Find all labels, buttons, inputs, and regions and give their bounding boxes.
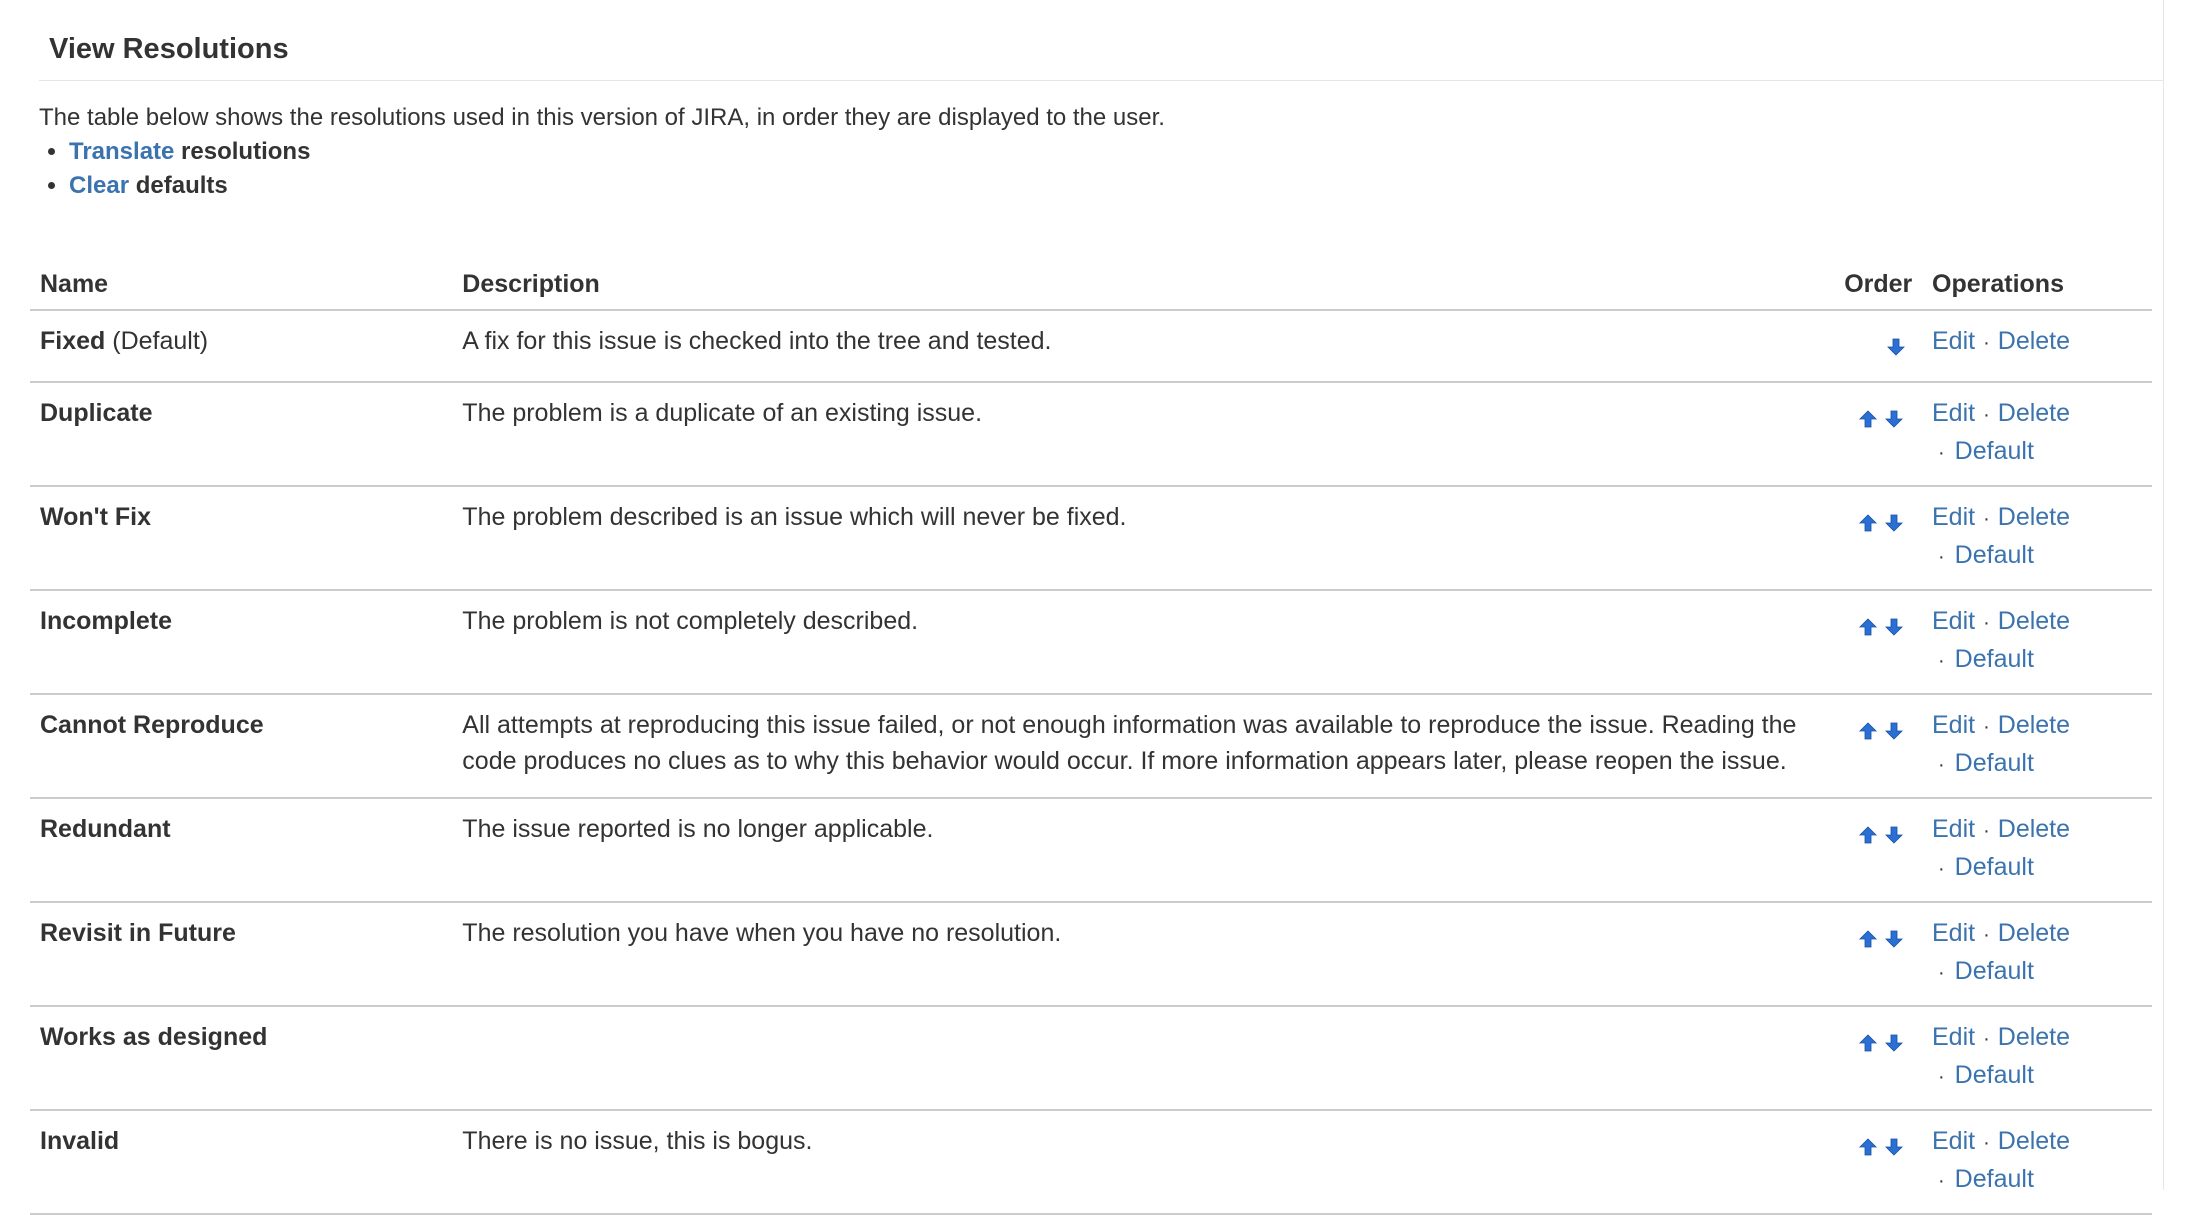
order-cell — [1834, 486, 1922, 590]
order-cell — [1834, 798, 1922, 902]
clear-defaults-item — [69, 169, 2152, 203]
resolution-name-cell — [30, 590, 452, 694]
arrow-down-icon[interactable] — [1884, 819, 1904, 839]
delete-link[interactable]: Delete — [1997, 503, 2071, 531]
arrow-up-icon[interactable] — [1858, 403, 1878, 423]
table-header-row — [30, 249, 2152, 310]
table-row — [30, 1006, 2152, 1110]
delete-link[interactable]: Delete — [1997, 399, 2071, 427]
make-default-link[interactable]: Default — [1954, 541, 2034, 569]
arrow-down-icon[interactable] — [1884, 1131, 1904, 1151]
resolutions-table — [30, 249, 2152, 1215]
make-default-link[interactable]: Default — [1954, 1165, 2034, 1193]
intro-text: The table below shows the resolutions used in this version of JIRA, in order they are displayed to the user. — [39, 104, 1165, 131]
edit-link[interactable]: Edit — [1932, 327, 1976, 355]
resolution-name-cell — [30, 1110, 452, 1214]
resolution-description: There is no issue, this is bogus. — [452, 1110, 1834, 1214]
edit-link[interactable]: Edit — [1932, 711, 1976, 739]
page-title: View Resolutions — [39, 28, 2164, 81]
order-arrows — [1844, 811, 1904, 839]
delete-link[interactable]: Delete — [1997, 327, 2071, 355]
delete-link[interactable]: Delete — [1997, 607, 2071, 635]
resolution-name: Duplicate — [40, 399, 153, 427]
table-row — [30, 902, 2152, 1006]
table-row — [30, 1110, 2152, 1214]
make-default-link[interactable]: Default — [1954, 645, 2034, 673]
arrow-up-icon[interactable] — [1858, 1027, 1878, 1047]
arrow-down-icon[interactable] — [1884, 507, 1904, 527]
resolution-description: A fix for this issue is checked into the tree and tested. — [452, 310, 1834, 382]
resolution-description — [452, 1006, 1834, 1110]
arrow-down-icon[interactable] — [1884, 611, 1904, 631]
header-operations: Operations — [1922, 249, 2152, 310]
arrow-up-icon[interactable] — [1858, 507, 1878, 527]
resolution-name-cell — [30, 798, 452, 902]
separator: · — [1938, 858, 1945, 880]
resolution-name-cell — [30, 382, 452, 486]
operations-cell — [1922, 1006, 2152, 1110]
make-default-link[interactable]: Default — [1954, 853, 2034, 881]
operations-cell — [1922, 486, 2152, 590]
operations-cell — [1922, 1110, 2152, 1214]
resolution-name-cell — [30, 694, 452, 798]
operations-cell — [1922, 798, 2152, 902]
order-arrows — [1844, 1019, 1904, 1047]
separator: · — [1938, 962, 1945, 984]
order-cell — [1834, 382, 1922, 486]
resolution-description: The problem is not completely described. — [452, 590, 1834, 694]
arrow-up-icon[interactable] — [1858, 819, 1878, 839]
arrow-down-icon[interactable] — [1886, 331, 1906, 351]
table-row — [30, 798, 2152, 902]
arrow-up-icon[interactable] — [1858, 1131, 1878, 1151]
separator: · — [1938, 1170, 1945, 1192]
order-arrows — [1844, 707, 1904, 735]
delete-link[interactable]: Delete — [1997, 1127, 2071, 1155]
delete-link[interactable]: Delete — [1997, 1023, 2071, 1051]
table-row — [30, 310, 2152, 382]
order-cell — [1834, 1110, 1922, 1214]
order-cell — [1834, 694, 1922, 798]
header-name: Name — [30, 249, 452, 310]
order-arrows — [1844, 915, 1904, 943]
resolution-name-cell — [30, 902, 452, 1006]
translate-link-suffix: resolutions — [174, 138, 311, 165]
separator: · — [1983, 924, 1990, 946]
operations-cell — [1922, 382, 2152, 486]
make-default-link[interactable]: Default — [1954, 1061, 2034, 1089]
resolution-name-cell — [30, 1006, 452, 1110]
arrow-up-icon[interactable] — [1858, 611, 1878, 631]
resolution-description: The issue reported is no longer applicable. — [452, 798, 1834, 902]
edit-link[interactable]: Edit — [1932, 1127, 1976, 1155]
separator: · — [1983, 1028, 1990, 1050]
arrow-down-icon[interactable] — [1884, 403, 1904, 423]
order-arrows — [1844, 323, 1906, 351]
order-cell — [1834, 1006, 1922, 1110]
header-order: Order — [1834, 249, 1922, 310]
delete-link[interactable]: Delete — [1997, 815, 2071, 843]
make-default-link[interactable]: Default — [1954, 749, 2034, 777]
separator: · — [1983, 716, 1990, 738]
resolution-name: Invalid — [40, 1127, 120, 1155]
order-arrows — [1844, 499, 1904, 527]
intro-section — [39, 101, 2152, 203]
page-content — [30, 28, 2152, 1215]
resolution-name-cell — [30, 310, 452, 382]
arrow-up-icon[interactable] — [1858, 715, 1878, 735]
separator: · — [1938, 1066, 1945, 1088]
table-row — [30, 382, 2152, 486]
resolution-description: The problem described is an issue which will never be fixed. — [452, 486, 1834, 590]
resolution-description: The problem is a duplicate of an existing issue. — [452, 382, 1834, 486]
arrow-down-icon[interactable] — [1884, 1027, 1904, 1047]
delete-link[interactable]: Delete — [1997, 919, 2071, 947]
resolution-name-cell — [30, 486, 452, 590]
separator: · — [1983, 820, 1990, 842]
translate-resolutions-item — [69, 135, 2152, 169]
resolution-description: The resolution you have when you have no resolution. — [452, 902, 1834, 1006]
operations-cell — [1922, 902, 2152, 1006]
translate-link[interactable]: Translate — [69, 138, 175, 165]
table-body — [30, 310, 2152, 1214]
order-cell — [1834, 902, 1922, 1006]
order-cell — [1834, 310, 1922, 382]
resolution-name: Revisit in Future — [40, 919, 236, 947]
operations-cell — [1922, 310, 2152, 382]
operations-cell — [1922, 694, 2152, 798]
resolution-name: Redundant — [40, 815, 171, 843]
table-row — [30, 486, 2152, 590]
resolution-name: Incomplete — [40, 607, 172, 635]
separator: · — [1938, 650, 1945, 672]
default-marker: (Default) — [105, 327, 209, 355]
action-links-list — [39, 135, 2152, 203]
order-cell — [1834, 590, 1922, 694]
resolution-name: Works as designed — [40, 1023, 268, 1051]
separator: · — [1938, 442, 1945, 464]
page-scrollbar[interactable] — [2163, 0, 2194, 1190]
separator: · — [1983, 1132, 1990, 1154]
order-arrows — [1844, 1123, 1904, 1151]
separator: · — [1938, 546, 1945, 568]
order-arrows — [1844, 603, 1904, 631]
edit-link[interactable]: Edit — [1932, 607, 1976, 635]
table-row — [30, 590, 2152, 694]
resolution-description: All attempts at reproducing this issue failed, or not enough information was available to reproduce the issue. Reading the code produces no clues as to why this behavior would occur. If more information appears later, please reopen the issue. — [452, 694, 1834, 798]
separator: · — [1983, 508, 1990, 530]
separator: · — [1983, 332, 1990, 354]
make-default-link[interactable]: Default — [1954, 957, 2034, 985]
arrow-up-icon[interactable] — [1858, 923, 1878, 943]
edit-link[interactable]: Edit — [1932, 1023, 1976, 1051]
edit-link[interactable]: Edit — [1932, 399, 1976, 427]
make-default-link[interactable]: Default — [1954, 437, 2034, 465]
resolution-name: Won't Fix — [40, 503, 152, 531]
separator: · — [1983, 612, 1990, 634]
resolution-name: Fixed — [40, 327, 106, 355]
arrow-down-icon[interactable] — [1884, 715, 1904, 735]
operations-cell — [1922, 590, 2152, 694]
edit-link[interactable]: Edit — [1932, 503, 1976, 531]
arrow-down-icon[interactable] — [1884, 923, 1904, 943]
clear-link[interactable]: Clear — [69, 172, 130, 199]
order-arrows — [1844, 395, 1904, 423]
separator: · — [1983, 404, 1990, 426]
edit-link[interactable]: Edit — [1932, 815, 1976, 843]
clear-link-suffix: defaults — [129, 172, 228, 199]
table-row — [30, 694, 2152, 798]
header-description: Description — [452, 249, 1834, 310]
edit-link[interactable]: Edit — [1932, 919, 1976, 947]
separator: · — [1938, 754, 1945, 776]
delete-link[interactable]: Delete — [1997, 711, 2071, 739]
resolution-name: Cannot Reproduce — [40, 711, 264, 739]
